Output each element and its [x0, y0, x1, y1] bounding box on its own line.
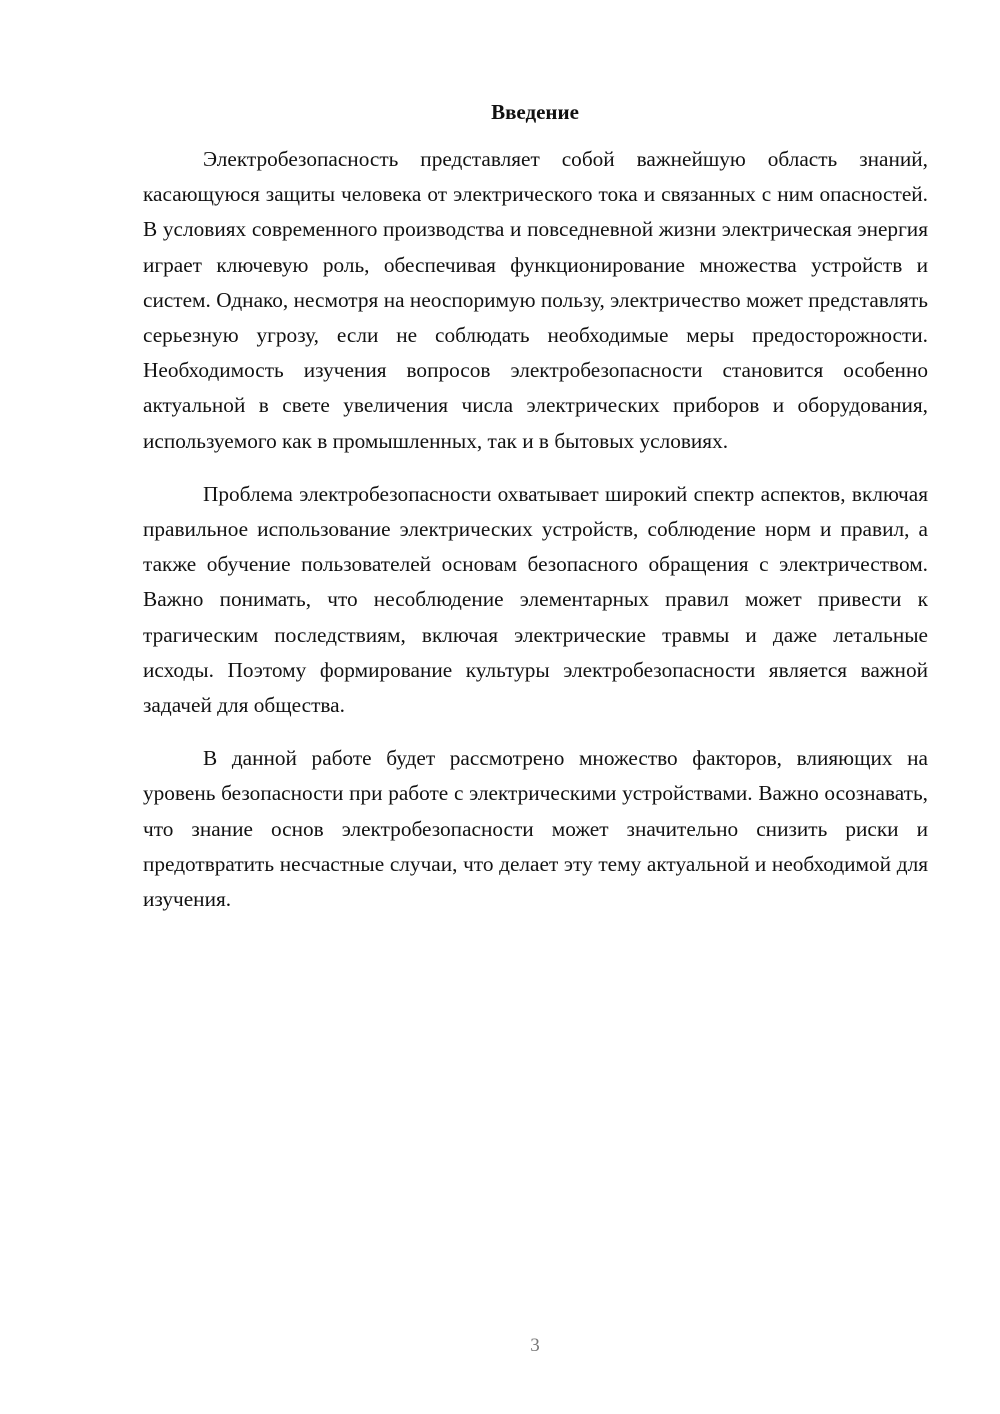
paragraph-1: Электробезопасность представляет собой важнейшую область знаний, касающуюся защиты человека от электрического тока и связанных с ним опасностей. В условиях современного производства и повседневной жизни электрическая энергия играет ключевую роль, обеспечивая функционирование множества устройств и систем. Однако, несмотря на неоспоримую пользу, электричество может представлять серьезную угрозу, если не соблюдать необходимые меры предосторожности. Необходимость изучения вопросов электробезопасности становится особенно актуальной в свете увеличения числа электрических приборов и оборудования, используемого как в промышленных, так и в бытовых условиях.	[143, 147, 928, 453]
body-text	[143, 142, 928, 935]
paragraph-2: Проблема электробезопасности охватывает широкий спектр аспектов, включая правильное использование электрических устройств, соблюдение норм и правил, а также обучение пользователей основам безопасного обращения с электричеством. Важно понимать, что несоблюдение элементарных правил может привести к трагическим последствиям, включая электрические травмы и даже летальные исходы. Поэтому формирование культуры электробезопасности является важной задачей для общества.	[143, 481, 928, 718]
section-title: Введение	[491, 100, 579, 124]
paragraph-3: В данной работе будет рассмотрено множество факторов, влияющих на уровень безопасности при работе с электрическими устройствами. Важно осознавать, что знание основ электробезопасности может значительно снизить риски и предотвратить несчастные случаи, что делает эту тему актуальной и необходимой для изучения.	[143, 746, 928, 912]
page-number: 3	[530, 1335, 540, 1356]
